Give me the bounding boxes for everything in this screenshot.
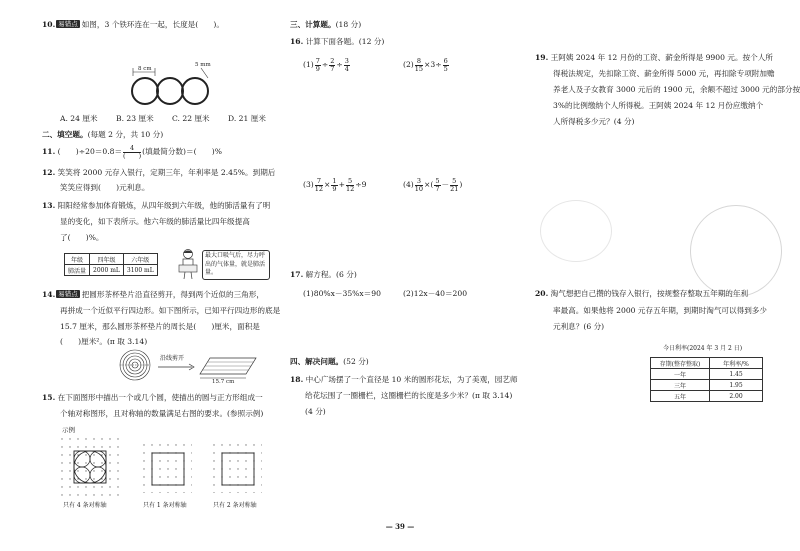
table-cell: 年利率/% [710, 358, 763, 369]
q13-table [64, 253, 158, 276]
q17-equation-2: (2)12x－40＝200 [403, 289, 468, 298]
q16-item-4: (4) $\frac{3}{10}$ ×( $\frac{5}{7}$ － $\frac{5}{21}$ ) [403, 176, 463, 193]
q17-title: 解方程。(6 分) [305, 270, 357, 279]
q19-number: 19. [535, 53, 549, 62]
q16-number: 16. [290, 37, 304, 46]
table-cell: 年级 [65, 254, 90, 265]
example-grid [60, 437, 120, 497]
table-row [651, 380, 763, 391]
q14-line3: 15.7 厘米，那么圆形茶杯垫片的周长是( )厘米，面积是 [60, 322, 260, 331]
table-cell: 一年 [651, 369, 710, 380]
q12-line1: 笑笑将 2000 元存入银行，定期三年，年利率是 2.45%。到期后 [57, 168, 276, 177]
q10-text: 如图，3 个铁环连在一起，长度是( )。 [81, 20, 224, 29]
boy-figure-icon [176, 248, 200, 280]
q14-line4: ( )厘米²。(π 取 3.14) [60, 337, 148, 346]
q14-number: 14. [42, 290, 56, 299]
label-15-7cm: 15.7 cm [212, 379, 235, 384]
q10-option-c[interactable]: C. 22 厘米 [172, 114, 210, 123]
tea-coaster-icon [118, 348, 152, 382]
ring-2 [157, 78, 183, 104]
q20-line2: 率最高。如果他将 2000 元存五年期，到期时淘气可以得到多少 [553, 306, 767, 315]
q15-example-label: 示例 [62, 426, 75, 434]
table-cell: 2.00 [710, 391, 763, 402]
q11-post: (填最简分数)＝( )% [142, 147, 222, 156]
q18-stem [290, 374, 518, 385]
q14-line1: 把圆形茶杯垫片沿直径剪开，得到两个近似的三角形， [81, 290, 264, 299]
q15-line2: 个轴对称图形，且对称轴的数量满足右图的要求。(参照示例) [60, 409, 264, 418]
section4-title: 四、解决问题。 [290, 357, 344, 366]
q16-heading [290, 36, 384, 47]
section2-note: (每题 2 分，共 10 分) [87, 130, 164, 139]
table-row [651, 391, 763, 402]
q19-line2: 得税法规定，先扣除工资、薪金所得 5000 元，再扣除专项附加赡 [553, 69, 775, 78]
table-row [65, 265, 158, 276]
q12-number: 12. [42, 168, 56, 177]
table-cell: 2000 mL [90, 265, 124, 276]
q16-title: 计算下面各题。(12 分) [305, 37, 385, 46]
q14-line2: 再拼成一个近似平行四边形。如下图所示，已知平行四边形的底是 [60, 306, 281, 315]
q10-number: 10. [42, 20, 56, 29]
section3-note: (18 分) [335, 20, 362, 29]
table-cell: 三年 [651, 380, 710, 391]
q13-speech-bubble: 最大口吸气后，尽力呼出的气体量，就是肺活量。 [202, 250, 270, 280]
q11-stem [42, 143, 222, 161]
q16-item-1: (1) $\frac{7}{9}$ ÷ $\frac{2}{7}$ ÷ $\frac{3}{4}$ [303, 56, 349, 73]
table-row [651, 358, 763, 369]
three-rings-figure [125, 58, 220, 110]
q14-arrow-label: 沿线剪开 [160, 355, 185, 362]
q19-line4: 3%的比例缴纳个人所得税。王阿姨 2024 年 12 月份应缴纳个 [553, 101, 764, 110]
q16-item-3: (3) $\frac{7}{12}$ × $\frac{1}{9}$ + $\frac{5}{12}$ ÷9 [303, 176, 367, 193]
table-cell: 1.95 [710, 380, 763, 391]
q11-fraction: $\frac{4}{( )}$ [123, 143, 142, 160]
label-8cm: 8 cm [138, 66, 152, 72]
q10-option-d[interactable]: D. 21 厘米 [228, 114, 266, 123]
table-cell: 1.45 [710, 369, 763, 380]
table-cell: 五年 [651, 391, 710, 402]
q10-badge: 易错点 [58, 20, 78, 28]
q18-number: 18. [290, 375, 304, 384]
grid-two-axes[interactable] [212, 443, 262, 493]
q16-item-2: (2) $\frac{8}{15}$ ×3÷ $\frac{6}{5}$ [403, 56, 448, 73]
q20-rate-table [650, 357, 763, 402]
q17-equation-1: (1)80%x－35%x＝90 [303, 289, 381, 298]
caption-one-axis: 只有 1 条对称轴 [143, 502, 187, 509]
grid-one-axis[interactable] [142, 443, 192, 493]
table-row [65, 254, 158, 265]
ring-1 [132, 78, 158, 104]
q10-stem [42, 19, 224, 30]
q18-line2: 给花坛围了一圈栅栏，这圈栅栏的长度是多少米？(π 取 3.14) [305, 391, 513, 400]
page-number: — 39 — [385, 522, 415, 531]
q13-line2: 显的变化，如下表所示。他六年级的肺活量比四年级提高 [60, 217, 250, 226]
q20-number: 20. [535, 289, 549, 298]
label-5mm: 5 mm [195, 62, 211, 68]
q14-stem [42, 289, 264, 300]
table-cell: 六年级 [123, 254, 157, 265]
q10-option-b[interactable]: B. 23 厘米 [116, 114, 154, 123]
section2-heading [42, 129, 163, 140]
q10-options [60, 113, 290, 124]
section4-heading [290, 356, 369, 367]
section4-note: (52 分) [343, 357, 369, 366]
q18-line3: (4 分) [305, 407, 326, 416]
q20-line3: 元利息？(6 分) [553, 322, 605, 331]
q17-heading [290, 269, 357, 280]
table-row [651, 369, 763, 380]
q19-line3: 养老人及子女教育 3000 元后的 1900 元，余额不超过 3000 元的部分按 [553, 85, 800, 94]
caption-four-axes: 只有 4 条对称轴 [63, 502, 107, 509]
q19-line1: 王阿姨 2024 年 12 月份的工资、薪金所得是 9900 元。按个人所 [550, 53, 773, 62]
q13-stem [42, 200, 270, 211]
section3-title: 三、计算题。 [290, 20, 336, 29]
q20-stem [535, 288, 748, 299]
q12-line2: 笑笑应得到( )元利息。 [60, 183, 150, 192]
faint-stamp-mark [690, 205, 782, 297]
table-cell: 存期(整存整取) [651, 358, 710, 369]
q20-line1: 淘气想把自己攒的钱存入银行，按规整存整取五年期的年利 [550, 289, 749, 298]
parallelogram-figure [198, 354, 260, 384]
right-arrow-icon [156, 363, 196, 371]
q15-line1: 在下面图形中描出一个或几个圆，使描出的圆与正方形组成一 [57, 393, 263, 402]
caption-two-axes: 只有 2 条对称轴 [213, 502, 257, 509]
q17-number: 17. [290, 270, 304, 279]
table-cell: 3100 mL [123, 265, 157, 276]
q11-pre: ( )÷20＝0.8＝ [57, 147, 123, 156]
section3-heading [290, 19, 361, 30]
q13-line1: 阳阳经常参加体育锻炼，从四年级到六年级，他的肺活量有了明 [57, 201, 271, 210]
q20-table-title: 今日利率(2024 年 3 月 2 日) [663, 345, 743, 352]
q11-number: 11. [42, 147, 56, 156]
q19-stem [535, 52, 773, 63]
faint-stamp-mark [540, 200, 612, 262]
q19-line5: 人所得税多少元？(4 分) [553, 117, 635, 126]
q15-stem [42, 392, 263, 403]
q13-number: 13. [42, 201, 56, 210]
q12-stem [42, 167, 275, 178]
ring-3 [182, 78, 208, 104]
q15-number: 15. [42, 393, 56, 402]
q13-line3: 了( )%。 [60, 233, 104, 242]
q10-option-a[interactable]: A. 24 厘米 [60, 114, 98, 123]
section2-title: 二、填空题。 [42, 130, 88, 139]
table-cell: 肺活量 [65, 265, 90, 276]
table-cell: 四年级 [90, 254, 124, 265]
q18-line1: 中心广场摆了一个直径是 10 米的圆形花坛，为了美观，园艺师 [305, 375, 518, 384]
q14-badge: 易错点 [58, 290, 78, 298]
